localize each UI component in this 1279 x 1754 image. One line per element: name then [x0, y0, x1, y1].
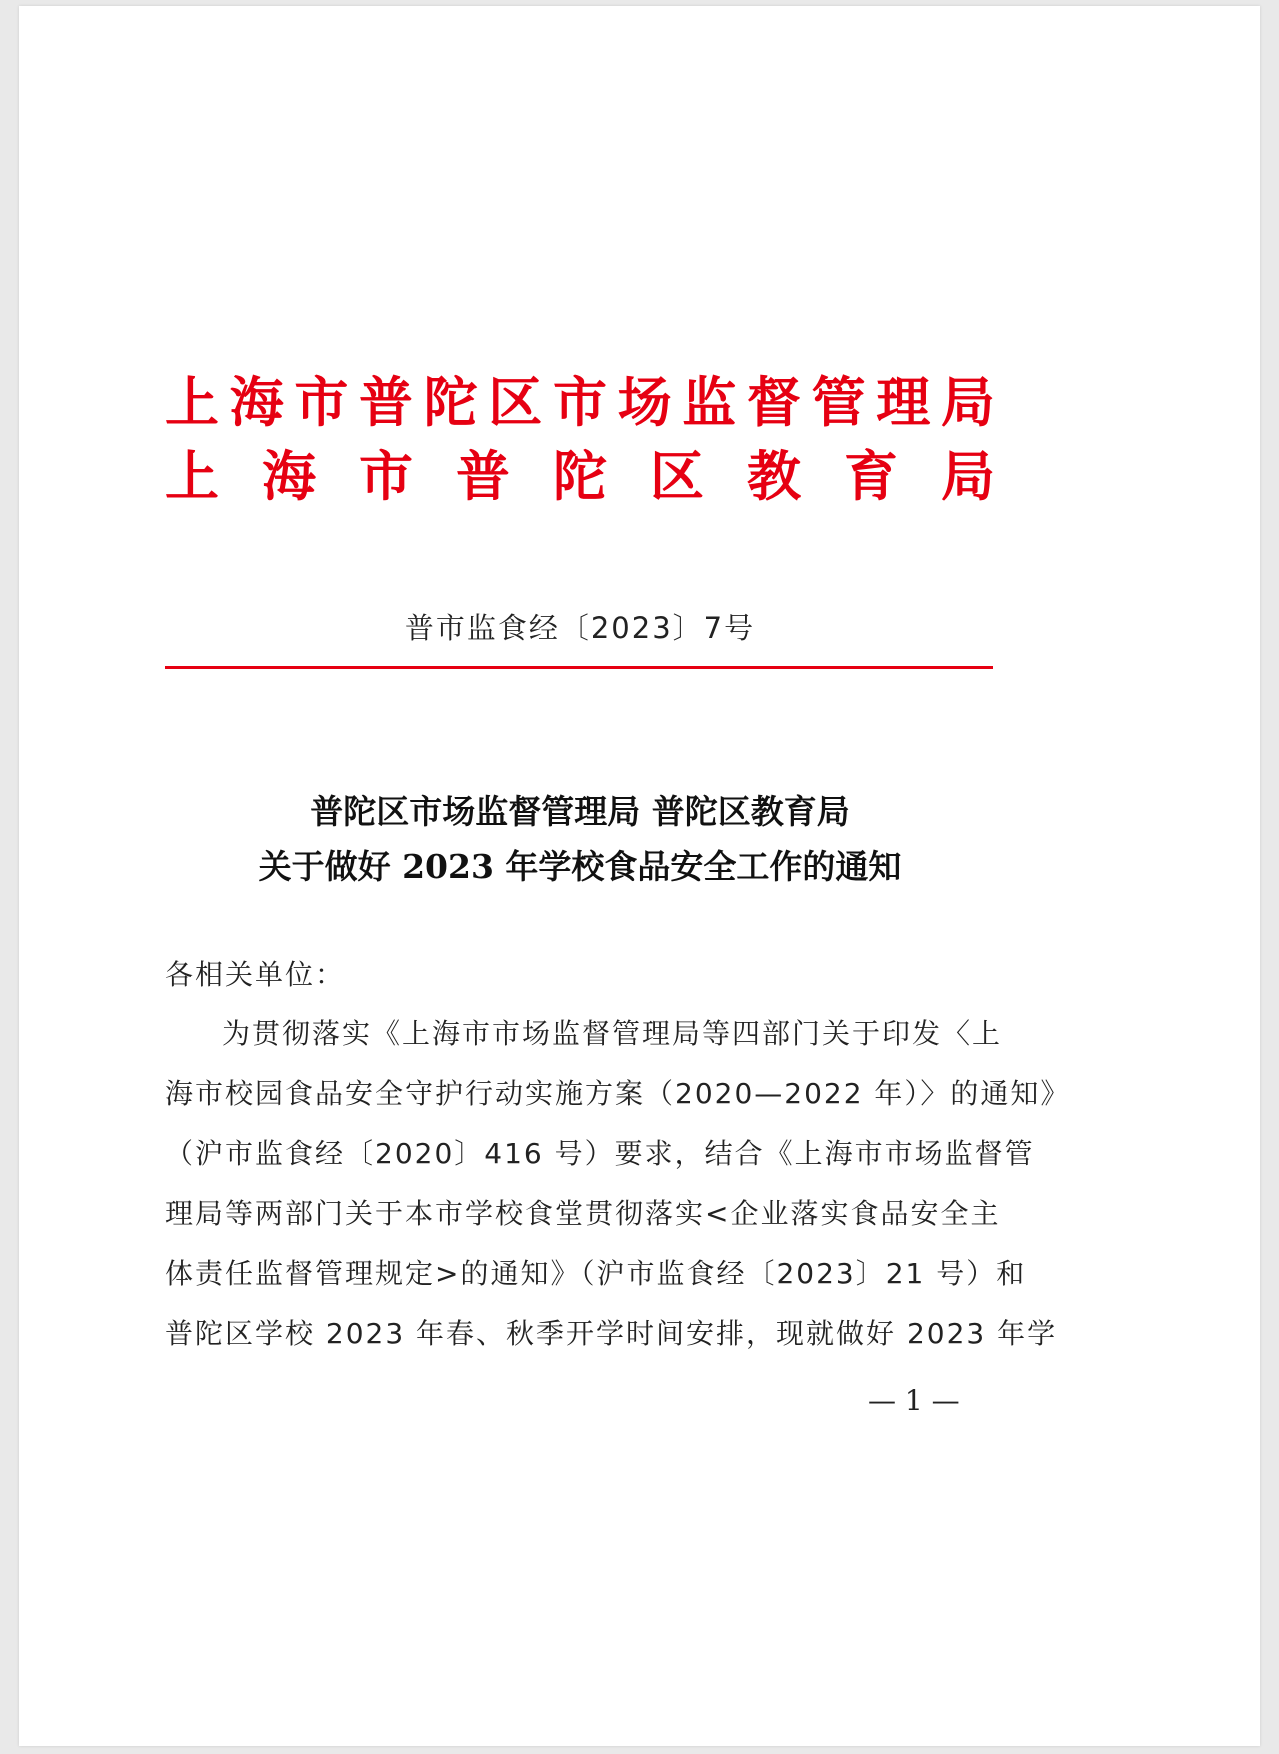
header-char: 上 — [165, 370, 219, 434]
issuer-header-line-1 — [165, 370, 995, 434]
header-char: 陀 — [553, 444, 607, 508]
body-line: 理局等两部门关于本市学校食堂贯彻落实<企业落实食品安全主 — [165, 1197, 1001, 1230]
header-char: 理 — [876, 370, 931, 434]
header-char: 管 — [811, 370, 866, 434]
salutation: 各相关单位： — [165, 958, 346, 991]
header-char: 市 — [552, 370, 607, 434]
body-line: 普陀区学校 2023 年春、秋季开学时间安排，现就做好 2023 年学 — [165, 1317, 1058, 1350]
header-char: 普 — [456, 444, 510, 508]
body-line: （沪市监食经〔2020〕416 号）要求，结合《上海市市场监督管 — [165, 1137, 1035, 1170]
header-char: 市 — [359, 444, 413, 508]
header-char: 督 — [746, 370, 801, 434]
body-line: 海市校园食品安全守护行动实施方案（2020—2022 年）〉的通知》 — [165, 1077, 1071, 1110]
document-title-line-1: 普陀区市场监督管理局 普陀区教育局 — [310, 792, 850, 831]
header-char: 海 — [262, 444, 316, 508]
body-line: 体责任监督管理规定>的通知》（沪市监食经〔2023〕21 号）和 — [165, 1257, 1027, 1290]
body-line: 为贯彻落实《上海市市场监督管理局等四部门关于印发〈上 — [222, 1017, 1003, 1050]
header-char: 场 — [617, 370, 672, 434]
header-divider — [165, 666, 993, 669]
header-char: 陀 — [423, 370, 478, 434]
header-char: 区 — [650, 444, 704, 508]
header-char: 区 — [488, 370, 543, 434]
header-char: 市 — [294, 370, 349, 434]
header-char: 教 — [747, 444, 801, 508]
header-char: 监 — [682, 370, 737, 434]
document-number: 普市监食经〔2023〕7号 — [404, 611, 756, 645]
issuer-header-line-2 — [165, 444, 995, 508]
header-char: 育 — [844, 444, 898, 508]
header-char: 局 — [940, 370, 995, 434]
header-char: 普 — [358, 370, 413, 434]
header-char: 海 — [229, 370, 284, 434]
page-number: — 1 — — [868, 1384, 960, 1417]
header-char: 局 — [941, 444, 995, 508]
header-char: 上 — [165, 444, 219, 508]
document-title-line-2: 关于做好 2023 年学校食品安全工作的通知 — [258, 847, 902, 886]
